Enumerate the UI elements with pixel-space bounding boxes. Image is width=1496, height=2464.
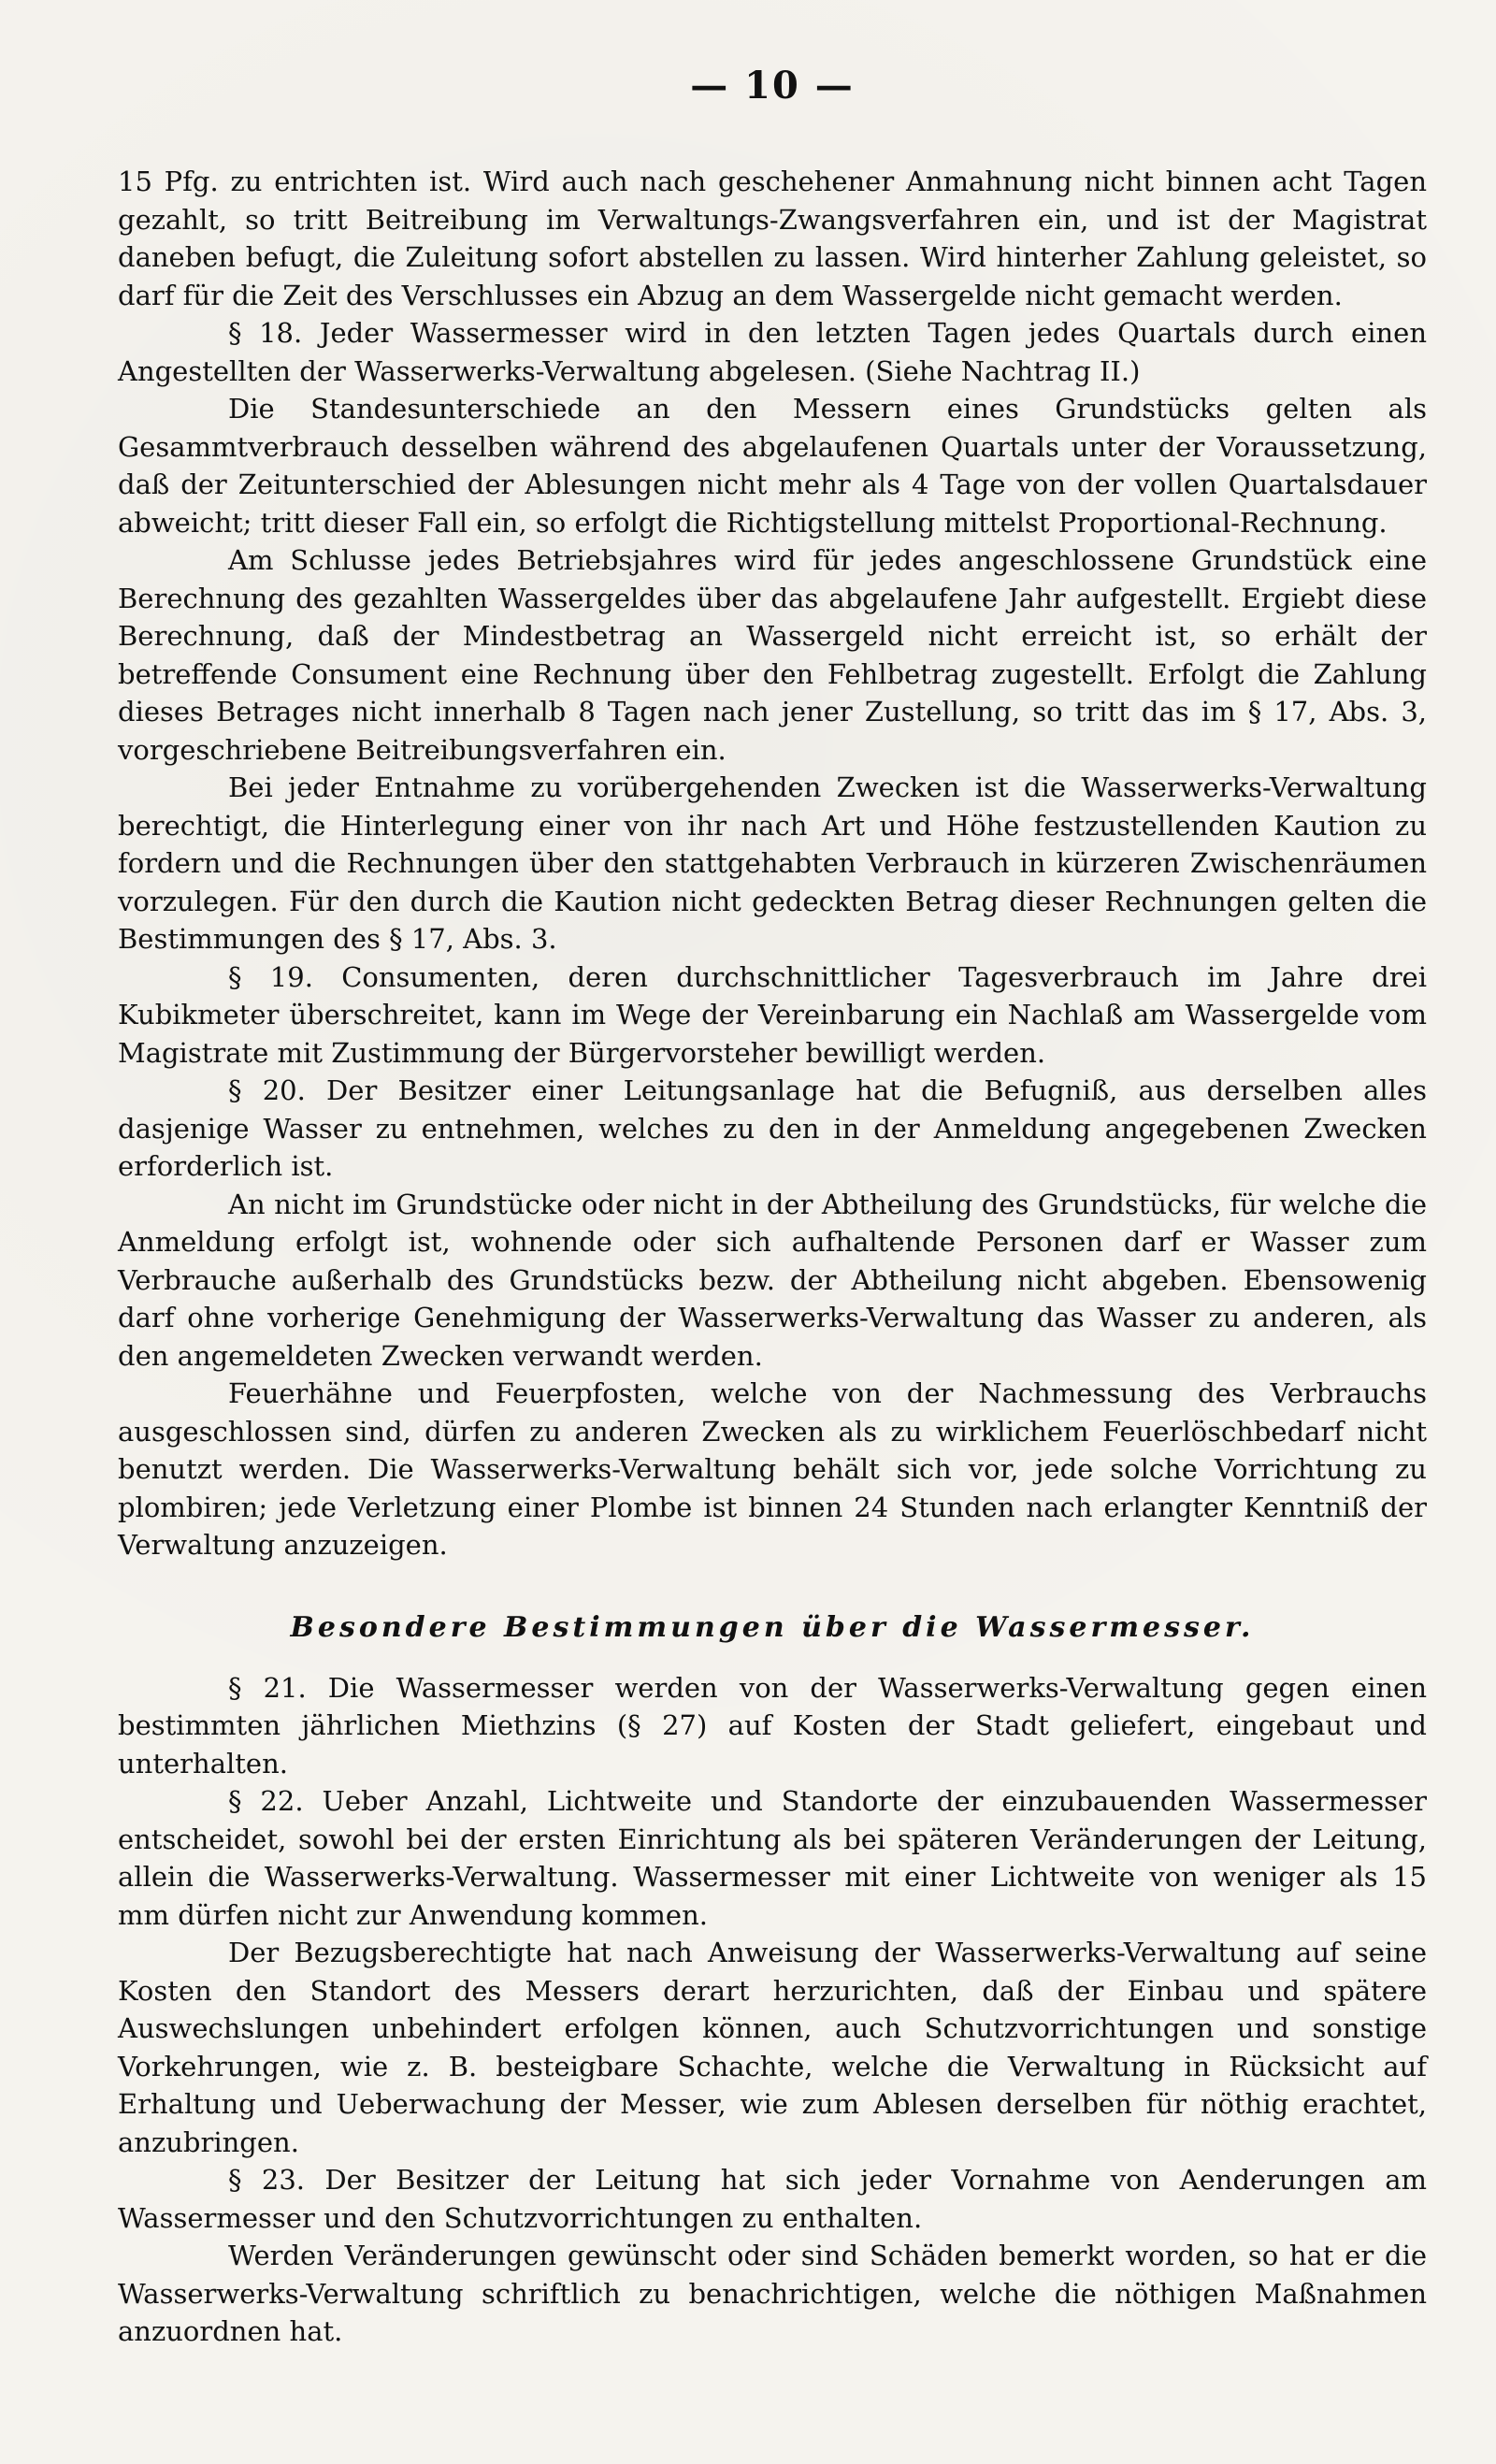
- paragraph-entnahme: Bei jeder Entnahme zu vorübergehenden Zwecken ist die Wasserwerks-Verwaltung berechtigt, die Hinterlegung einer von ihr nach Art und Höhe festzustellenden Kaution zu fordern und die Rechnungen über den stattgehabten Verbrauch in kürzeren Zwischenräumen vorzulegen. Für den durch die Kaution nicht gedeckten Betrag dieser Rechnungen gelten die Bestimmungen des § 17, Abs. 3.: [118, 771, 1427, 955]
- document-body: [118, 163, 1427, 2351]
- paragraph-section-23: § 23. Der Besitzer der Leitung hat sich jeder Vornahme von Aenderungen am Wassermesser und den Schutzvorrichtungen zu enthalten.: [118, 2164, 1427, 2234]
- paragraph-section-18: § 18. Jeder Wassermesser wird in den letzten Tagen jedes Quartals durch einen Angestellten der Wasserwerks-Verwaltung abgelesen. (Siehe Nachtrag II.): [118, 317, 1427, 387]
- page-number: — 10 —: [690, 64, 855, 108]
- paragraph-abgabe: An nicht im Grundstücke oder nicht in der Abtheilung des Grundstücks, für welche die Anmeldung erfolgt ist, wohnende oder sich aufhaltende Personen darf er Wasser zum Verbrauche außerhalb des Grundstücks bezw. der Abtheilung nicht abgeben. Ebensowenig darf ohne vorherige Genehmigung der Wasserwerks-Verwaltung das Wasser zu anderen, als den angemeldeten Zwecken verwandt werden.: [118, 1188, 1427, 1372]
- paragraph-bezugsberechtigte: Der Bezugsberechtigte hat nach Anweisung der Wasserwerks-Verwaltung auf seine Kosten den Standort des Messers derart herzurichten, daß der Einbau und spätere Auswechslungen unbehindert erfolgen können, auch Schutzvorrichtungen und sonstige Vorkehrungen, wie z. B. besteigbare Schachte, welche die Verwaltung in Rücksicht auf Erhaltung und Ueberwachung der Messer, wie zum Ablesen derselben für nöthig erachtet, anzubringen.: [118, 1937, 1427, 2158]
- section-heading: Besondere Bestimmungen über die Wassermesser.: [290, 1610, 1255, 1644]
- paragraph-section-21: § 21. Die Wassermesser werden von der Wasserwerks-Verwaltung gegen einen bestimmten jährlichen Miethzins (§ 27) auf Kosten der Stadt geliefert, eingebaut und unterhalten.: [118, 1671, 1427, 1780]
- paragraph-standesunterschiede: Die Standesunterschiede an den Messern eines Grundstücks gelten als Gesammtverbrauch desselben während des abgelaufenen Quartals unter der Voraussetzung, daß der Zeitunterschied der Ablesungen nicht mehr als 4 Tage von der vollen Quartalsdauer abweicht; tritt dieser Fall ein, so erfolgt die Richtigstellung mittelst Proportional-Rechnung.: [118, 393, 1427, 539]
- paragraph-feuerhaehne: Feuerhähne und Feuerpfosten, welche von der Nachmessung des Verbrauchs ausgeschlossen sind, dürfen zu anderen Zwecken als zu wirklichem Feuerlöschbedarf nicht benutzt werden. Die Wasserwerks-Verwaltung behält sich vor, jede solche Vorrichtung zu plombiren; jede Verletzung einer Plombe ist binnen 24 Stunden nach erlangter Kenntniß der Verwaltung anzuzeigen.: [118, 1377, 1427, 1561]
- paragraph-continuation: 15 Pfg. zu entrichten ist. Wird auch nach geschehener Anmahnung nicht binnen acht Tagen gezahlt, so tritt Beitreibung im Verwaltungs-Zwangsverfahren ein, und ist der Magistrat daneben befugt, die Zuleitung sofort abstellen zu lassen. Wird hinterher Zahlung geleistet, so darf für die Zeit des Verschlusses ein Abzug an dem Wassergelde nicht gemacht werden.: [118, 166, 1427, 311]
- paragraph-betriebsjahr: Am Schlusse jedes Betriebsjahres wird für jedes angeschlossene Grundstück eine Berechnung des gezahlten Wassergeldes über das abgelaufene Jahr aufgestellt. Ergiebt diese Berechnung, daß der Mindestbetrag an Wassergeld nicht erreicht ist, so erhält der betreffende Consument eine Rechnung über den Fehlbetrag zugestellt. Erfolgt die Zahlung dieses Betrages nicht innerhalb 8 Tagen nach jener Zustellung, so tritt das im § 17, Abs. 3, vorgeschriebene Beitreibungsverfahren ein.: [118, 544, 1427, 766]
- paragraph-section-19: § 19. Consumenten, deren durchschnittlicher Tagesverbrauch im Jahre drei Kubikmeter überschreitet, kann im Wege der Vereinbarung ein Nachlaß am Wassergelde vom Magistrate mit Zustimmung der Bürgervorsteher bewilligt werden.: [118, 960, 1427, 1069]
- paragraph-section-22: § 22. Ueber Anzahl, Lichtweite und Standorte der einzubauenden Wassermesser entscheidet, sowohl bei der ersten Einrichtung als bei späteren Veränderungen der Leitung, allein die Wasserwerks-Verwaltung. Wassermesser mit einer Lichtweite von weniger als 15 mm dürfen nicht zur Anwendung kommen.: [118, 1785, 1427, 1931]
- paragraph-section-20: § 20. Der Besitzer einer Leitungsanlage hat die Befugniß, aus derselben alles dasjenige Wasser zu entnehmen, welches zu den in der Anmeldung angegebenen Zwecken erforderlich ist.: [118, 1074, 1427, 1182]
- paragraph-veraenderungen: Werden Veränderungen gewünscht oder sind Schäden bemerkt worden, so hat er die Wasserwerks-Verwaltung schriftlich zu benachrichtigen, welche die nöthigen Maßnahmen anzuordnen hat.: [118, 2240, 1427, 2347]
